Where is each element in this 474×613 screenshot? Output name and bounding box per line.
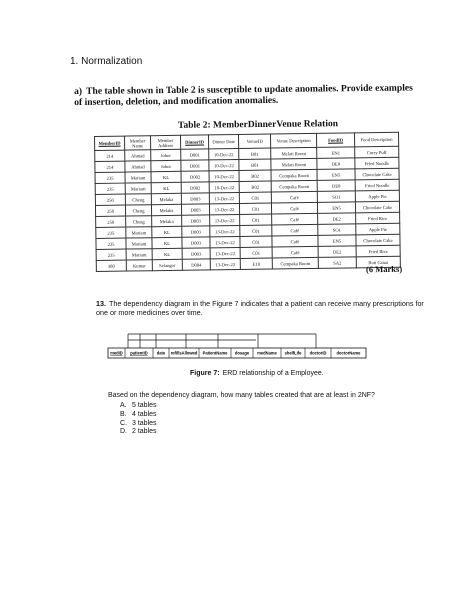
table-cell: KL: [152, 226, 182, 237]
dependency-arrows-top: [128, 334, 316, 348]
table-cell: EN5: [318, 235, 356, 247]
diagram-field-doctorid: doctorID: [309, 350, 327, 356]
question-a-label: a): [74, 85, 83, 97]
table-cell: Fried Noodle: [355, 157, 399, 169]
table-cell: DE8: [317, 158, 355, 170]
table-cell: 13-Dec-22: [210, 225, 240, 236]
answer-option: [120, 402, 157, 411]
table-header-cell: VenueID: [238, 134, 270, 148]
table-cell: Café: [271, 191, 317, 203]
table-cell: B02: [239, 181, 271, 192]
table-cell: Johor: [151, 149, 181, 160]
table-cell: Melati Room: [271, 158, 317, 170]
table-cell: Curry Puff: [355, 146, 399, 158]
diagram-field-dosage: dosage: [234, 350, 250, 356]
table-cell: Cheng: [125, 205, 151, 216]
table-cell: Melaka: [151, 204, 181, 215]
table-cell: SA2: [318, 257, 356, 269]
answer-option-letter: A.: [120, 402, 127, 409]
diagram-field-patientid: patientID: [130, 350, 148, 356]
figure-7-caption: [190, 370, 324, 377]
table-cell: KL: [151, 182, 181, 193]
table-cell: 235: [96, 249, 126, 260]
table-cell: Melaka: [152, 215, 182, 226]
answer-option: [120, 428, 157, 437]
table-cell: Roti Canai: [356, 256, 400, 268]
answer-option: [120, 411, 157, 420]
question-13: [96, 299, 426, 317]
table-cell: 10-Dec-22: [209, 159, 239, 170]
answer-option-letter: B.: [120, 410, 127, 418]
figure-7-text: ERD relationship of a Employee.: [222, 370, 324, 377]
diagram-field-medid: medID: [110, 350, 123, 356]
table-cell: KL: [152, 237, 182, 248]
table-cell: Apple Pie: [355, 190, 399, 202]
table-cell: KL: [152, 248, 182, 259]
table-cell: Chocolate Cake: [356, 234, 400, 246]
question-13-number: 13.: [96, 299, 106, 308]
table-cell: 250: [95, 194, 125, 205]
table-cell: DE2: [318, 246, 356, 258]
diagram-field-shelflife: shelfLife: [284, 350, 302, 356]
table-cell: D002: [181, 171, 209, 182]
table-cell: EN1: [317, 147, 355, 159]
table-cell: D003: [181, 193, 209, 204]
table-cell: D004: [182, 259, 210, 270]
answer-option: [120, 420, 157, 429]
question-a-text: The table shown in Table 2 is susceptible to update anomalies. Provide examples of insertion, deletion, and modification anomalies.: [74, 82, 413, 108]
table-header-cell: Food Description: [354, 132, 398, 147]
table-cell: Ahmad: [125, 161, 151, 172]
table-cell: EN5: [317, 169, 355, 181]
table-cell: 13-Dec-22: [209, 192, 239, 203]
table-cell: D001: [181, 160, 209, 171]
table-cell: 235: [95, 172, 125, 183]
table-cell: Fried Noodle: [355, 179, 399, 191]
table-cell: Mariam: [126, 227, 152, 238]
table-cell: 13-Dec-22: [210, 236, 240, 247]
table-cell: EN5: [317, 202, 355, 214]
member-dinner-venue-table: [94, 132, 403, 275]
table-cell: Ahmad: [125, 150, 151, 161]
table-cell: C01: [240, 225, 272, 236]
table-header-cell: Member Name: [125, 136, 151, 150]
table-cell: Cheng: [125, 194, 151, 205]
table-cell: 214: [95, 161, 125, 172]
table-header-cell: DinnerID: [180, 135, 208, 149]
table-cell: D003: [182, 226, 210, 237]
table-cell: Cempaka Room: [271, 169, 317, 181]
table-header-cell: Dinner Date: [208, 134, 238, 148]
table-cell: Café: [272, 235, 318, 247]
answer-option-letter: D.: [120, 428, 127, 436]
table-cell: 13-Dec-22: [210, 247, 240, 258]
answer-option-text: 2 tables: [132, 428, 157, 436]
answer-option-letter: C.: [120, 419, 127, 427]
table-cell: Cempaka Room: [272, 257, 318, 269]
table-cell: D003: [182, 237, 210, 248]
table-cell: Melati Room: [271, 147, 317, 159]
table-cell: 13-Dec-22: [209, 203, 239, 214]
table-cell: Mariam: [126, 249, 152, 260]
table-cell: C01: [239, 203, 271, 214]
table-cell: Selangor: [152, 259, 182, 270]
table-cell: Kumar: [126, 260, 152, 271]
table-cell: Cempaka Room: [271, 180, 317, 192]
table-header-cell: MemberID: [95, 136, 125, 150]
table-cell: 300: [96, 260, 126, 271]
table-cell: 10-Dec-22: [209, 170, 239, 181]
table-cell: Mariam: [125, 183, 151, 194]
diagram-field-patientname: PatientName: [202, 350, 228, 356]
table-cell: Café: [272, 246, 318, 258]
table-cell: D003: [181, 204, 209, 215]
table-cell: D001: [181, 149, 209, 160]
dependency-diagram: [106, 326, 368, 364]
table-cell: 10-Dec-22: [209, 181, 239, 192]
diagram-field-date: date: [156, 350, 166, 356]
table-cell: E10: [240, 258, 272, 269]
table-cell: D003: [182, 248, 210, 259]
table-cell: C01: [240, 236, 272, 247]
table-cell: Fried Rice: [356, 212, 400, 224]
table-cell: C01: [239, 192, 271, 203]
member-dinner-venue-table-container: [94, 132, 403, 275]
table-cell: 250: [95, 205, 125, 216]
table-cell: Mariam: [125, 172, 151, 183]
table-cell: 235: [95, 183, 125, 194]
table-cell: C01: [240, 214, 272, 225]
table-body: [95, 146, 401, 271]
table-caption: Table 2: MemberDinnerVenue Relation: [177, 119, 339, 131]
table-cell: B01: [239, 148, 271, 159]
table-header-cell: FoodID: [316, 133, 354, 148]
table-cell: 250: [96, 216, 126, 227]
table-cell: SO1: [318, 224, 356, 236]
table-cell: Chocolate Cake: [355, 168, 399, 180]
table-cell: SO1: [317, 191, 355, 203]
table-cell: Fried Rice: [356, 245, 400, 257]
table-cell: DE8: [317, 180, 355, 192]
figure-7-label: Figure 7:: [190, 370, 220, 377]
table-cell: KL: [151, 171, 181, 182]
question-13-text: The dependency diagram in the Figure 7 indicates that a patient can receive many prescriptions for one or more medicines over time.: [96, 299, 424, 317]
table-cell: Johor: [151, 160, 181, 171]
table-cell: Chocolate Cake: [355, 201, 399, 213]
table-cell: DE2: [318, 213, 356, 225]
table-cell: Melaka: [151, 193, 181, 204]
question-a: [74, 82, 414, 108]
table-cell: Mariam: [126, 238, 152, 249]
table-cell: B01: [239, 159, 271, 170]
table-cell: Cheng: [126, 216, 152, 227]
section-heading: 1. Normalization: [70, 56, 143, 67]
table-cell: 13-Dec-22: [210, 214, 240, 225]
table-cell: 10-Dec-22: [209, 148, 239, 159]
table-cell: B02: [239, 170, 271, 181]
answer-options: [120, 402, 157, 437]
table-cell: Apple Pie: [356, 223, 400, 235]
table-cell: 235: [96, 238, 126, 249]
table-cell: 235: [96, 227, 126, 238]
table-cell: C01: [240, 247, 272, 258]
table-cell: Café: [272, 224, 318, 236]
table-cell: 13-Dec-22: [210, 258, 240, 269]
table-cell: 214: [95, 150, 125, 161]
table-cell: D002: [181, 182, 209, 193]
table-cell: Café: [272, 213, 318, 225]
diagram-field-doctorname: doctorName: [336, 350, 361, 356]
table-cell: Café: [271, 202, 317, 214]
table-header-cell: Member Address: [151, 135, 181, 149]
answer-option-text: 4 tables: [132, 410, 157, 418]
question-13-prompt: Based on the dependency diagram, how many tables created that are at least in 2NF?: [108, 392, 375, 399]
marks-label: (6 Marks): [365, 263, 403, 275]
answer-option-text: 3 tables: [132, 419, 157, 427]
diagram-field-refillsallowed: refillsAllowed: [170, 350, 198, 356]
answer-option-text: 5 tables: [132, 402, 157, 409]
table-cell: D003: [182, 215, 210, 226]
table-header-cell: Venue Description: [270, 133, 316, 148]
diagram-field-medname: medName: [257, 350, 277, 356]
